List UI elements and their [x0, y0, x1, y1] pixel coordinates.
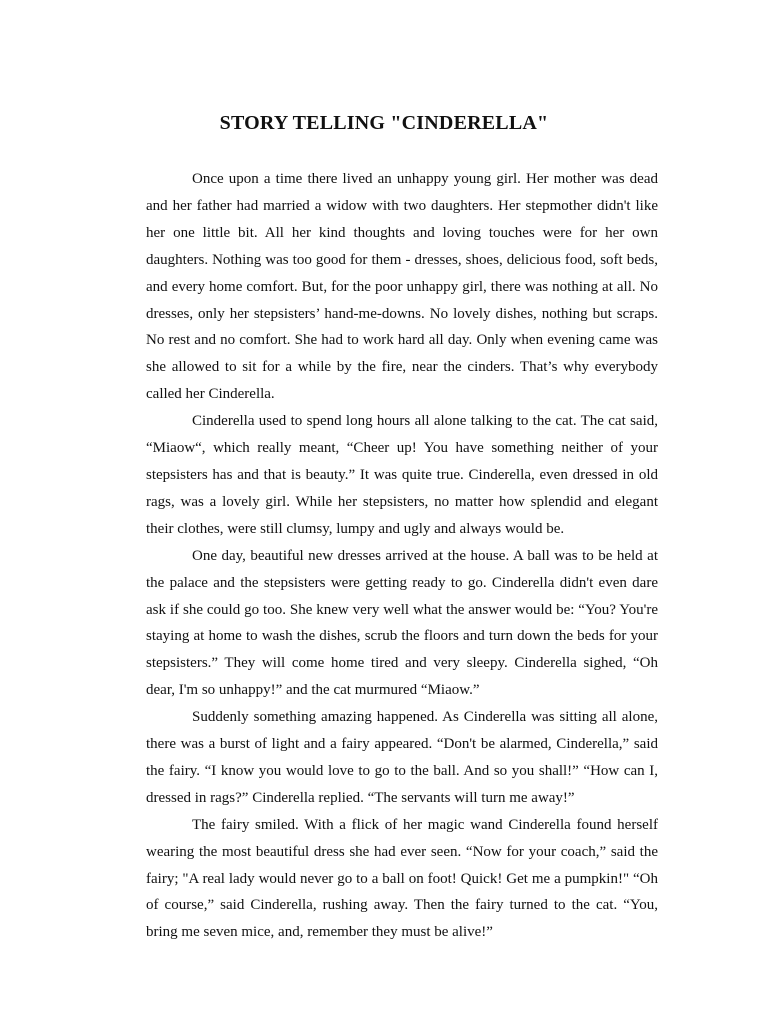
document-title: STORY TELLING "CINDERELLA": [219, 112, 549, 134]
story-paragraph: Suddenly something amazing happened. As Cinderella was sitting all alone, there was a burst of light and a fairy appeared. “Don't be alarmed, Cinderella,” said the fairy. “I know you would love to go to the ball. And so you shall!” “How can I, dressed in rags?” Cinderella replied. “The servants will turn me away!”: [146, 709, 658, 806]
story-paragraph: The fairy smiled. With a flick of her magic wand Cinderella found herself wearing the most beautiful dress she had ever seen. “Now for your coach,” said the fairy; "A real lady would never go to a ball on foot! Quick! Get me a pumpkin!" “Oh of course,” said Cinderella, rushing away. Then the fairy turned to the cat. “You, bring me seven mice, and, remember they must be alive!”: [146, 816, 658, 941]
story-body: [146, 166, 658, 946]
story-paragraph: Cinderella used to spend long hours all alone talking to the cat. The cat said, “Miaow“, which really meant, “Cheer up! You have something neither of your stepsisters has and that is beauty.” It was quite true. Cinderella, even dressed in old rags, was a lovely girl. While her stepsisters, no matter how splendid and elegant their clothes, were still clumsy, lumpy and ugly and always would be.: [146, 413, 658, 537]
story-paragraph: One day, beautiful new dresses arrived at the house. A ball was to be held at the palace and the stepsisters were getting ready to go. Cinderella didn't even dare ask if she could go too. She knew very well what the answer would be: “You? You're staying at home to wash the dishes, scrub the floors and turn down the beds for your stepsisters.” They will come home tired and very sleepy. Cinderella sighed, “Oh dear, I'm so unhappy!” and the cat murmured “Miaow.”: [146, 547, 658, 699]
story-paragraph: Once upon a time there lived an unhappy young girl. Her mother was dead and her father had married a widow with two daughters. Her stepmother didn't like her one little bit. All her kind thoughts and loving touches were for her own daughters. Nothing was too good for them - dresses, shoes, delicious food, soft beds, and every home comfort. But, for the poor unhappy girl, there was nothing at all. No dresses, only her stepsisters’ hand-me-downs. No lovely dishes, nothing but scraps. No rest and no comfort. She had to work hard all day. Only when evening came was she allowed to sit for a while by the fire, near the cinders. That’s why everybody called her Cinderella.: [146, 171, 658, 403]
